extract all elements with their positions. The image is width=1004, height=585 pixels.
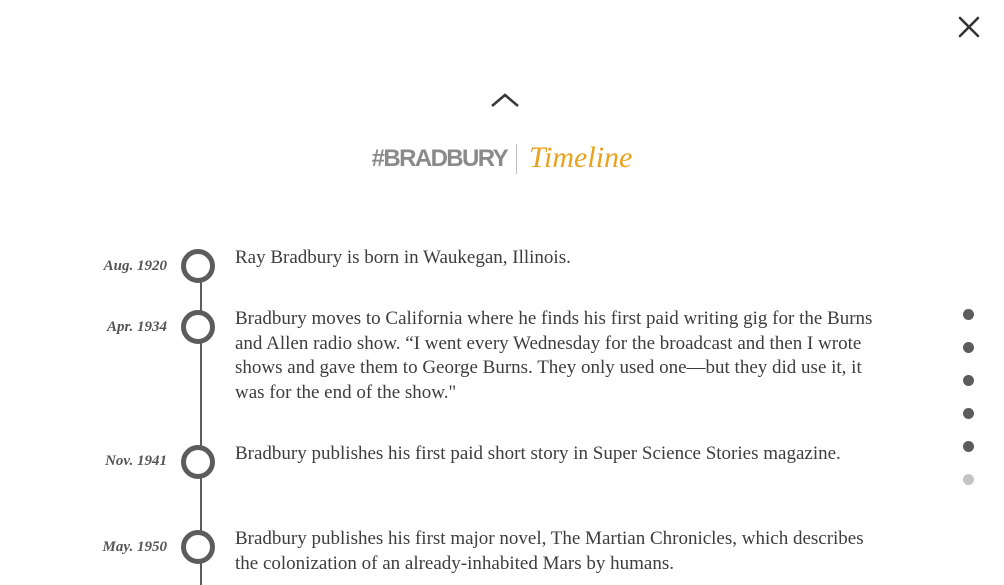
nav-dot[interactable] bbox=[963, 408, 974, 419]
title-subtitle: Timeline bbox=[529, 141, 633, 174]
event-marker bbox=[181, 445, 215, 479]
nav-dot[interactable] bbox=[963, 375, 974, 386]
event-date: Nov. 1941 bbox=[105, 453, 167, 469]
nav-dot[interactable] bbox=[963, 342, 974, 353]
nav-dot[interactable] bbox=[963, 309, 974, 320]
event-text: Bradbury publishes his first paid short story in Super Science Stories magazine. bbox=[235, 443, 841, 464]
event-marker bbox=[181, 530, 215, 564]
event-text: Ray Bradbury is born in Waukegan, Illinois. bbox=[235, 247, 571, 268]
event-date: May. 1950 bbox=[102, 539, 167, 555]
event-marker bbox=[181, 249, 215, 283]
event-text: Bradbury moves to California where he finds his first paid writing gig for the Burns and Allen radio show. “I went every Wednesday for the broadcast and then I wrote shows and gave them to George Burns. They only used one—but they did use it, it was for the end of the show." bbox=[235, 308, 873, 403]
event-date: Apr. 1934 bbox=[106, 319, 167, 335]
event-text: Bradbury publishes his first major novel, The Martian Chronicles, which describes the colonization of an already-inhabited Mars by humans. bbox=[235, 528, 864, 574]
event-date: Aug. 1920 bbox=[103, 258, 167, 274]
nav-dot[interactable] bbox=[963, 441, 974, 452]
nav-dot[interactable] bbox=[963, 474, 974, 485]
event-marker bbox=[181, 310, 215, 344]
brand-hashtag: #BRADBURY bbox=[371, 145, 508, 172]
